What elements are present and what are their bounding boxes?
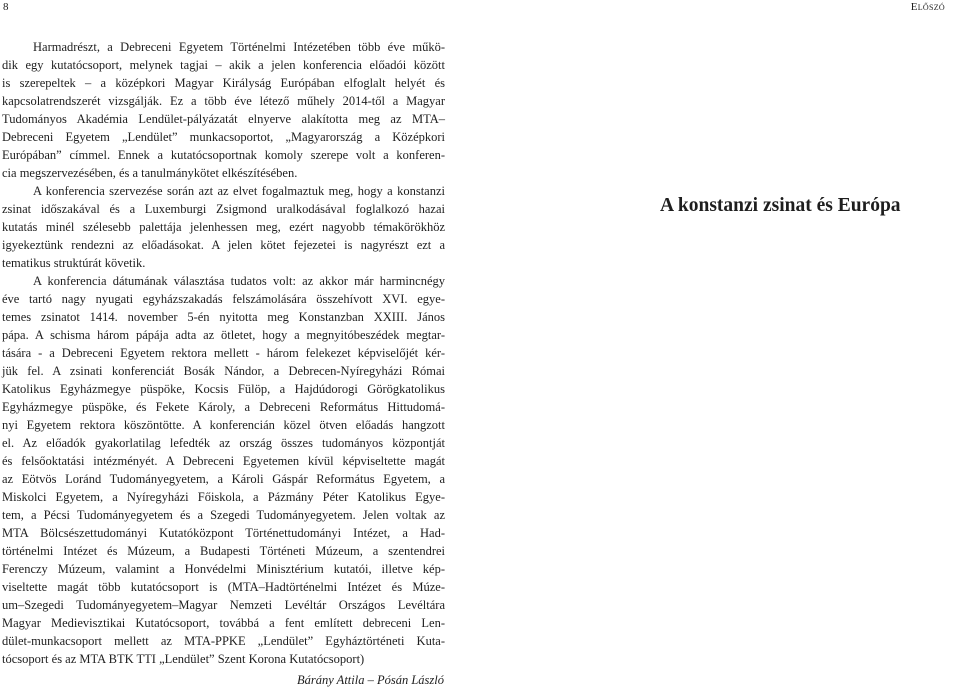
text-line: viseltette magát több kutatócsoport is (MTA–Hadtörténelmi Intézet és Múze- — [2, 580, 445, 594]
text-line: Miskolci Egyetem, a Nyíregyházi Főiskola, a Pázmány Péter Katolikus Egye- — [2, 490, 445, 504]
running-head: Előszó — [910, 1, 945, 13]
text-line: um–Szegedi Tudományegyetem–Magyar Nemzeti Levéltár Országos Levéltára — [2, 598, 445, 612]
text-line: éve tartó nagy nyugati egyházszakadás felszámolására összehívott XVI. egye- — [2, 292, 445, 306]
text-line: nyi Egyetem rektora köszöntötte. A konferencián közel ötven előadás hangzott — [2, 418, 445, 432]
text-line: dik egy kutatócsoport, melynek tagjai – akik a jelen konferencia előadói között — [2, 58, 445, 72]
text-line: kutatás minél szélesebb palettája jelenhessen meg, ezért nagyobb témakörökhöz — [2, 220, 445, 234]
text-line: cia megszervezésében, és a tanulmánykötet elkészítésében. — [2, 166, 298, 180]
text-line: történelmi Intézet és Múzeum, a Budapesti Történeti Múzeum, a szentendrei — [2, 544, 445, 558]
section-title: A konstanzi zsinat és Európa — [660, 195, 901, 216]
text-line: Harmadrészt, a Debreceni Egyetem Történelmi Intézetében több éve műkö- — [33, 40, 445, 54]
text-line: el. Az előadók gyakorlatilag lefedték az ország összes tudományos központját — [2, 436, 445, 450]
text-line: tem, a Pécsi Tudományegyetem és a Szegedi Tudományegyetem. Jelen voltak az — [2, 508, 445, 522]
text-line: Debreceni Egyetem „Lendület” munkacsoportot, „Magyarország a Középkori — [2, 130, 445, 144]
text-line: is szerepeltek – a középkori Magyar Királyság Európában elfoglalt helyét és — [2, 76, 445, 90]
text-line: Tudományos Akadémia Lendület-pályázatát elnyerve alakította meg az MTA– — [2, 112, 445, 126]
text-line: temes zsinatot 1414. november 5-én nyitotta meg Konstanzban XXIII. János — [2, 310, 445, 324]
text-line: Európában” címmel. Ennek a kutatócsoportnak komoly szerepe volt a konferen- — [2, 148, 445, 162]
text-line: tására - a Debreceni Egyetem rektora mellett - három felekezet képviselőjét kér- — [2, 346, 445, 360]
preface-text-column — [0, 0, 445, 692]
text-line: A konferencia dátumának választása tudatos volt: az akkor már harmincnégy — [33, 274, 445, 288]
text-line: zsinat időszakával és a Luxemburgi Zsigmond uralkodásával foglalkozó hazai — [2, 202, 445, 216]
text-line: Katolikus Egyházmegye püspöke, Kocsis Fülöp, a Hajdúdorogi Görögkatolikus — [2, 382, 445, 396]
page-number: 8 — [3, 1, 9, 13]
author-signature: Bárány Attila – Pósán László — [296, 673, 444, 687]
text-line: jük fel. A zsinati konferenciát Bosák Nándor, a Debrecen-Nyíregyházi Római — [2, 364, 445, 378]
text-line: igyekeztünk rendezni az előadásokat. A jelen kötet fejezetei is nagyrészt ezt a — [2, 238, 445, 252]
text-line: Ferenczy Múzeum, valamint a Honvédelmi Minisztérium kutatói, illetve kép- — [2, 562, 445, 576]
text-line: az Eötvös Loránd Tudományegyetem, a Károli Gáspár Református Egyetem, a — [2, 472, 445, 486]
text-line: tematikus struktúrát követik. — [2, 256, 146, 270]
text-line: kapcsolatrendszerét vizsgálják. Ez a több éve létező műhely 2014-től a Magyar — [2, 94, 445, 108]
text-line: pápa. A schisma három pápája adta az ötletet, hogy a megnyitóbeszédek megtar- — [2, 328, 445, 342]
text-line: Egyházmegye püspöke, és Fekete Károly, a Debreceni Református Hittudomá- — [2, 400, 445, 414]
text-line: tócsoport és az MTA BTK TTI „Lendület” Szent Korona Kutatócsoport) — [2, 652, 365, 666]
text-line: MTA Bölcsészettudományi Kutatóközpont Történettudományi Intézet, a Had- — [2, 526, 445, 540]
text-line: Magyar Medievisztikai Kutatócsoport, továbbá a fent említett debreceni Len- — [2, 616, 445, 630]
text-line: dület-munkacsoport mellett az MTA-PPKE „Lendület” Egyháztörténeti Kuta- — [2, 634, 445, 648]
text-line: és felsőoktatási intézményét. A Debreceni Egyetemen kívül képviseltette magát — [2, 454, 445, 468]
text-line: A konferencia szervezése során azt az elvet fogalmaztuk meg, hogy a konstanzi — [33, 184, 445, 198]
